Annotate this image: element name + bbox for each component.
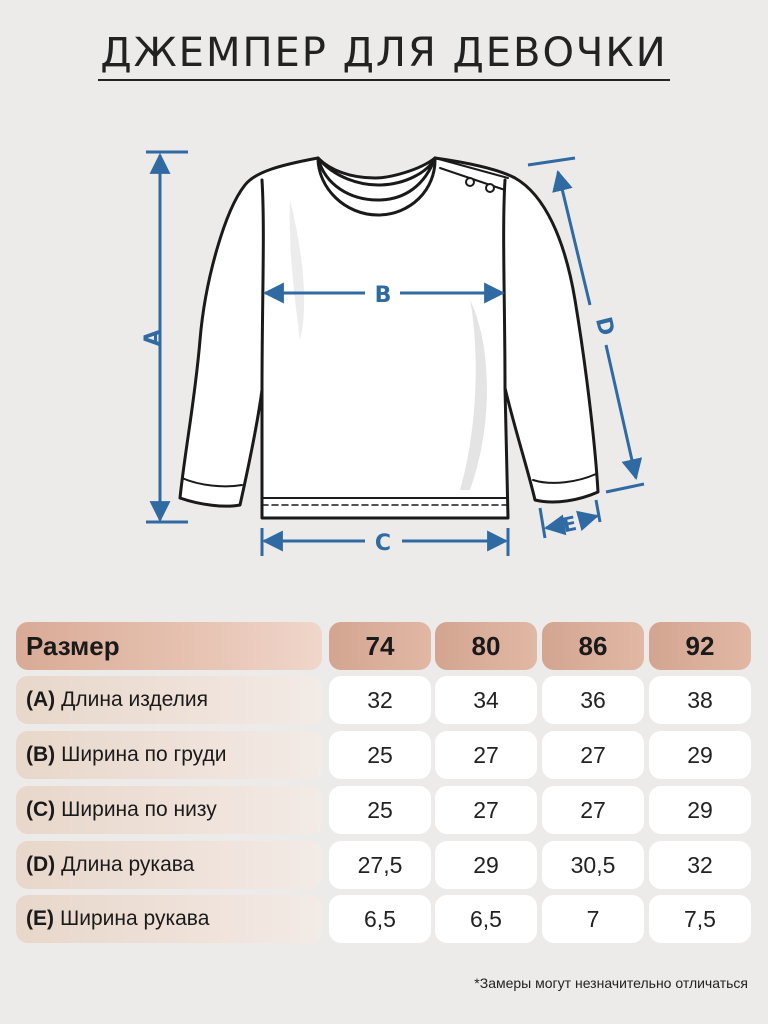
footnote: *Замеры могут незначительно отличаться bbox=[474, 975, 748, 991]
row-b-value: 29 bbox=[649, 731, 751, 779]
row-d-value: 27,5 bbox=[329, 841, 431, 889]
header-size-92: 92 bbox=[649, 622, 751, 670]
header-size-label: Размер bbox=[16, 622, 322, 670]
row-a-value: 32 bbox=[329, 676, 431, 724]
label-d: D bbox=[589, 314, 619, 339]
label-b: B bbox=[374, 283, 392, 308]
label-c: C bbox=[374, 531, 392, 556]
row-code: (E) bbox=[26, 907, 54, 930]
row-e-value: 7 bbox=[542, 895, 644, 943]
row-code: (A) bbox=[26, 688, 56, 711]
row-c-value: 27 bbox=[435, 786, 537, 834]
row-b-value: 27 bbox=[435, 731, 537, 779]
page-title: ДЖЕМПЕР ДЛЯ ДЕВОЧКИ bbox=[0, 30, 768, 81]
row-e-value: 7,5 bbox=[649, 895, 751, 943]
row-a-label bbox=[16, 676, 322, 724]
row-d-value: 32 bbox=[649, 841, 751, 889]
sweater-drawing bbox=[180, 158, 598, 518]
row-d-value: 29 bbox=[435, 841, 537, 889]
header-size-74: 74 bbox=[329, 622, 431, 670]
row-c-value: 29 bbox=[649, 786, 751, 834]
header-size-86: 86 bbox=[542, 622, 644, 670]
row-a-value: 36 bbox=[542, 676, 644, 724]
row-code: (B) bbox=[26, 743, 56, 766]
row-e-value: 6,5 bbox=[435, 895, 537, 943]
row-d-label bbox=[16, 841, 322, 889]
row-code: (D) bbox=[26, 853, 56, 876]
header-size-80: 80 bbox=[435, 622, 537, 670]
row-b-value: 25 bbox=[329, 731, 431, 779]
label-e: E bbox=[560, 510, 579, 538]
row-b-value: 27 bbox=[542, 731, 644, 779]
row-c-value: 27 bbox=[542, 786, 644, 834]
row-name: Ширина по груди bbox=[61, 743, 227, 766]
row-code: (C) bbox=[26, 798, 56, 821]
row-d-value: 30,5 bbox=[542, 841, 644, 889]
row-c-label bbox=[16, 786, 322, 834]
label-a: A bbox=[141, 329, 166, 347]
row-a-value: 38 bbox=[649, 676, 751, 724]
row-e-value: 6,5 bbox=[329, 895, 431, 943]
row-name: Длина изделия bbox=[61, 688, 208, 711]
row-e-label bbox=[16, 895, 322, 943]
row-c-value: 25 bbox=[329, 786, 431, 834]
row-a-value: 34 bbox=[435, 676, 537, 724]
row-b-label bbox=[16, 731, 322, 779]
row-name: Длина рукава bbox=[61, 853, 195, 876]
row-name: Ширина рукава bbox=[60, 907, 210, 930]
row-name: Ширина по низу bbox=[61, 798, 217, 821]
